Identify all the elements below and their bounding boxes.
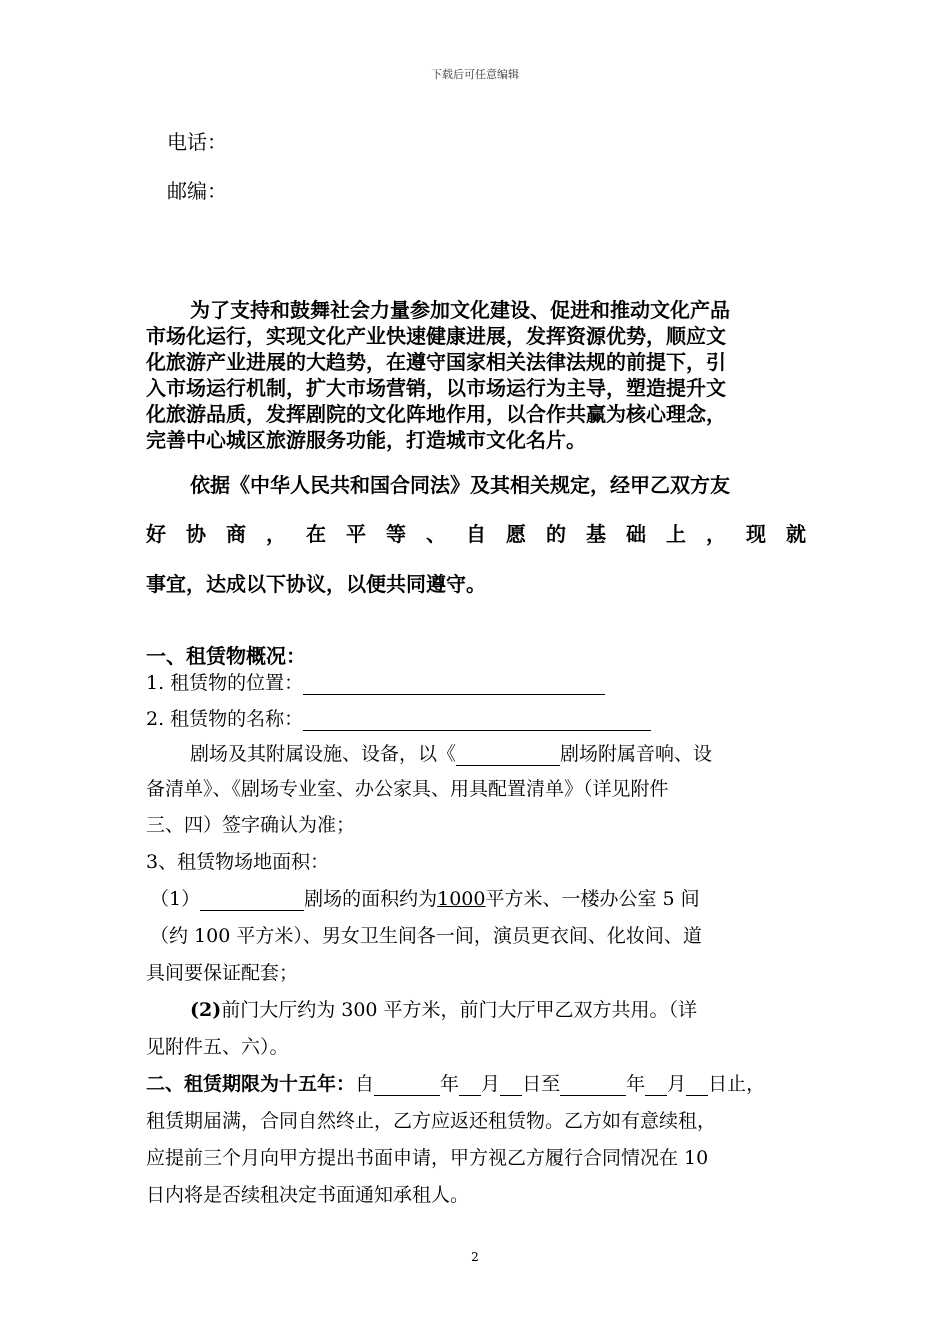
section1-item2 bbox=[146, 704, 651, 731]
basis-char: ， bbox=[266, 522, 286, 546]
term-text: 日止， bbox=[708, 1073, 766, 1095]
basis-char: 的 bbox=[546, 522, 566, 546]
end-day-blank bbox=[686, 1075, 708, 1096]
name-blank bbox=[303, 710, 651, 731]
item2-detail-line: 三、四）签字确认为准； bbox=[146, 814, 356, 836]
basis-char: ， bbox=[706, 522, 726, 546]
location-blank bbox=[303, 674, 605, 695]
area1-text: 平方米、一楼办公室 5 间 bbox=[485, 888, 700, 910]
item2-label: 2. 租赁物的名称： bbox=[146, 708, 304, 730]
basis-char: 愿 bbox=[506, 522, 526, 546]
basis-char: 自 bbox=[466, 522, 486, 546]
item2-detail-text: 剧场附属音响、设 bbox=[560, 743, 713, 765]
end-year-blank bbox=[560, 1075, 626, 1096]
preamble-line: 为了支持和鼓舞社会力量参加文化建设、促进和推动文化产品 bbox=[190, 298, 730, 322]
end-month-blank bbox=[645, 1075, 667, 1096]
area1-number: 1000 bbox=[437, 888, 486, 910]
section1-item1 bbox=[146, 668, 605, 695]
preamble-line: 市场化运行，实现文化产业快速健康进展，发挥资源优势，顺应文 bbox=[146, 324, 726, 348]
term-text: 日至 bbox=[522, 1073, 561, 1095]
theater-name-blank bbox=[200, 890, 304, 911]
area1-line bbox=[150, 884, 700, 911]
section2-first-line bbox=[146, 1069, 765, 1096]
section1-item3: 3、租赁物场地面积： bbox=[146, 851, 330, 873]
area2-prefix: (2) bbox=[190, 999, 222, 1021]
phone-label: 电话： bbox=[167, 130, 227, 154]
basis-line: 依据《中华人民共和国合同法》及其相关规定，经甲乙双方友 bbox=[190, 473, 730, 497]
basis-char: 在 bbox=[306, 522, 326, 546]
basis-char: 上 bbox=[666, 522, 686, 546]
area1-line: （约 100 平方米）、男女卫生间各一间，演员更衣间、化妆间、道 bbox=[150, 925, 702, 947]
postcode-label: 邮编： bbox=[167, 179, 227, 203]
basis-char: 平 bbox=[346, 522, 366, 546]
basis-char: 好 bbox=[146, 522, 166, 546]
item2-detail-text: 剧场及其附属设施、设备，以《 bbox=[190, 743, 457, 765]
start-month-blank bbox=[459, 1075, 481, 1096]
page-header: 下载后可任意编辑 bbox=[431, 68, 519, 81]
item1-label: 1. 租赁物的位置： bbox=[146, 672, 304, 694]
basis-char: 、 bbox=[426, 522, 446, 546]
preamble-line: 化旅游品质，发挥剧院的文化阵地作用，以合作共赢为核心理念， bbox=[146, 402, 726, 426]
item2-detail-line bbox=[190, 739, 712, 766]
section2-title: 二、租赁期限为十五年： bbox=[146, 1073, 356, 1095]
basis-char: 等 bbox=[386, 522, 406, 546]
basis-char: 现 bbox=[746, 522, 766, 546]
section2-line: 租赁期届满，合同自然终止，乙方应返还租赁物。乙方如有意续租， bbox=[146, 1110, 717, 1132]
basis-char: 协 bbox=[186, 522, 206, 546]
area2-line: 见附件五、六）。 bbox=[146, 1036, 289, 1058]
section2-line: 日内将是否续租决定书面通知承租人。 bbox=[146, 1184, 470, 1206]
basis-char: 商 bbox=[226, 522, 246, 546]
term-text: 年 bbox=[626, 1073, 646, 1095]
area2-line bbox=[190, 995, 697, 1022]
item2-detail-line: 备清单》、《剧场专业室、办公家具、用具配置清单》（详见附件 bbox=[146, 778, 669, 800]
start-year-blank bbox=[374, 1075, 440, 1096]
preamble-line: 完善中心城区旅游服务功能，打造城市文化名片。 bbox=[146, 428, 586, 452]
term-text: 年 bbox=[440, 1073, 460, 1095]
section2-line: 应提前三个月向甲方提出书面申请，甲方视乙方履行合同情况在 10 bbox=[146, 1147, 709, 1169]
basis-char: 基 bbox=[586, 522, 606, 546]
basis-char: 础 bbox=[626, 522, 646, 546]
term-text: 自 bbox=[355, 1073, 375, 1095]
preamble-line: 入市场运行机制，扩大市场营销，以市场运行为主导，塑造提升文 bbox=[146, 376, 726, 400]
area2-text: 前门大厅约为 300 平方米，前门大厅甲乙双方共用。（详 bbox=[221, 999, 698, 1021]
term-text: 月 bbox=[667, 1073, 687, 1095]
area1-line: 具间要保证配套； bbox=[146, 962, 299, 984]
term-text: 月 bbox=[481, 1073, 501, 1095]
basis-char: 就 bbox=[786, 522, 806, 546]
basis-line: 事宜，达成以下协议，以便共同遵守。 bbox=[146, 572, 486, 596]
area1-prefix: （1） bbox=[150, 888, 201, 910]
theater-name-blank bbox=[456, 745, 560, 766]
basis-spaced-line bbox=[146, 518, 806, 547]
preamble-line: 化旅游产业进展的大趋势，在遵守国家相关法律法规的前提下，引 bbox=[146, 350, 726, 374]
page-number: 2 bbox=[471, 1250, 479, 1264]
area1-text: 剧场的面积约为 bbox=[304, 888, 438, 910]
section1-title: 一、租赁物概况： bbox=[146, 644, 306, 668]
start-day-blank bbox=[500, 1075, 522, 1096]
